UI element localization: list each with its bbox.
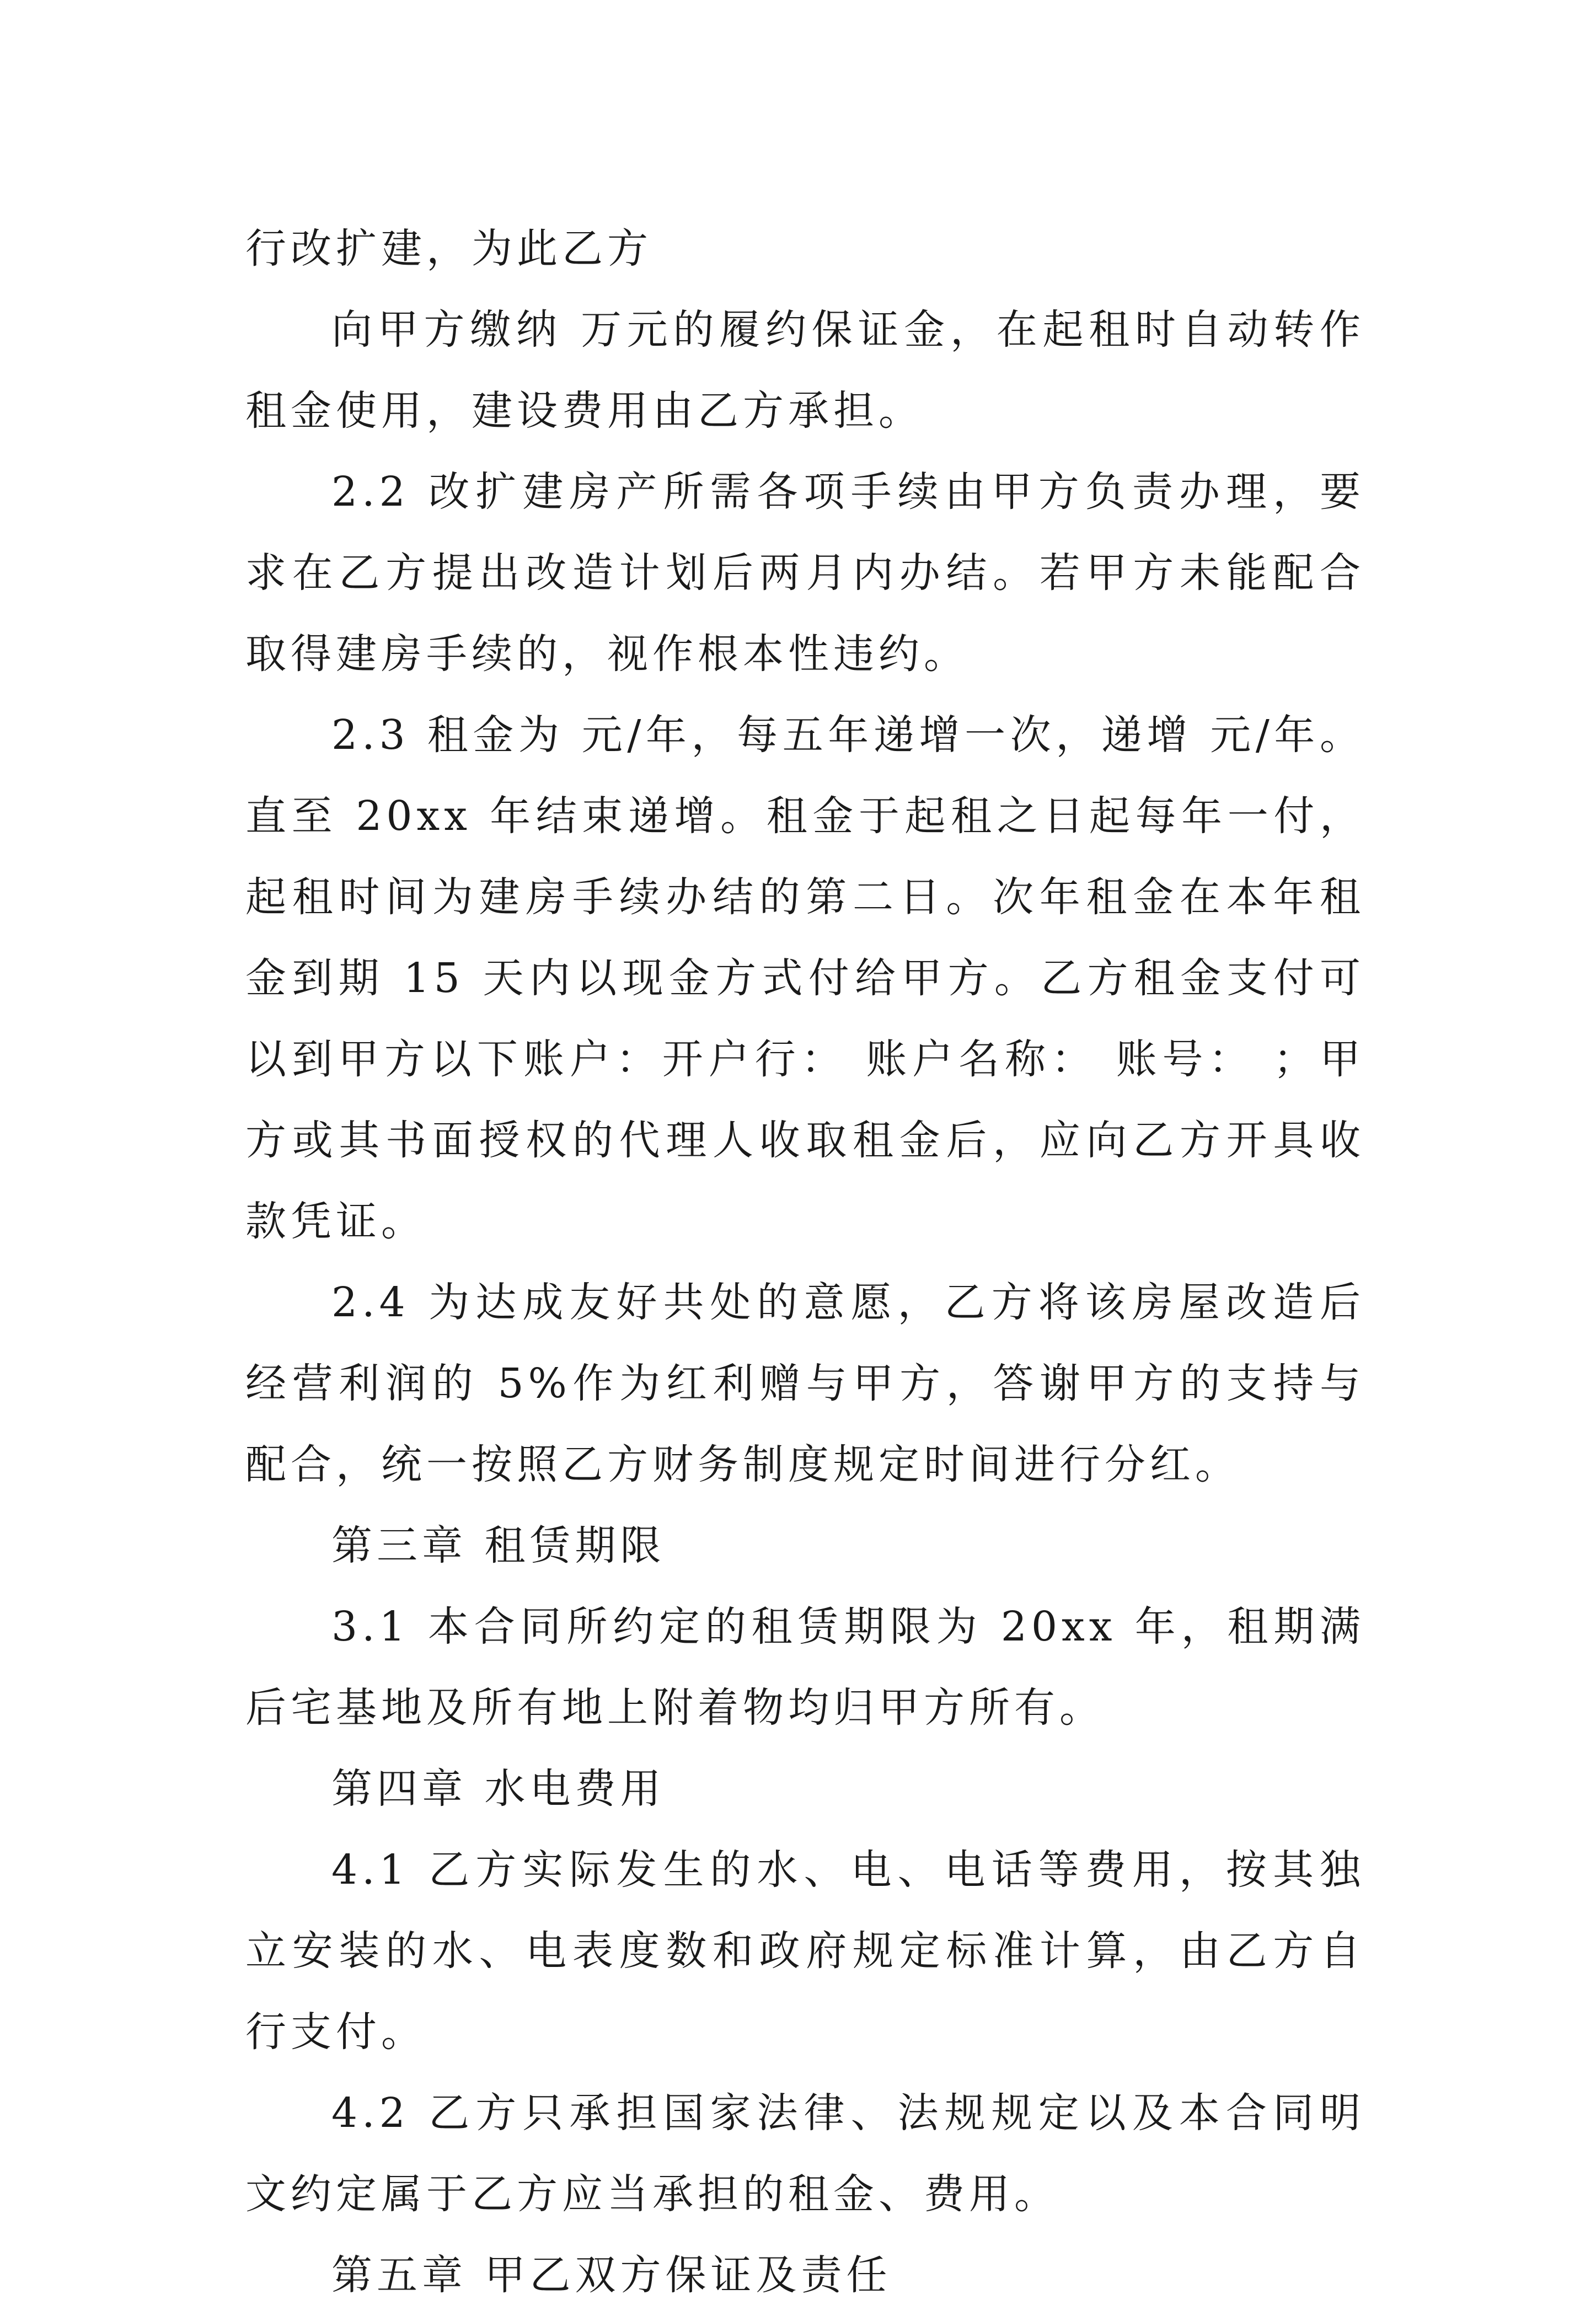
chapter-4-heading: 第四章 水电费用: [331, 1765, 666, 1813]
document-body: [245, 208, 1365, 2316]
clause-3-1: 3.1 本合同所约定的租赁期限为 20xx 年，租期满后宅基地及所有地上附着物均归甲方所有。: [245, 1603, 1365, 1731]
clause-2-4: 2.4 为达成友好共处的意愿，乙方将该房屋改造后经营利润的 5%作为红利赠与甲方，答谢甲方的支持与配合，统一按照乙方财务制度规定时间进行分红。: [245, 1279, 1365, 1488]
paragraph-deposit: 向甲方缴纳 万元的履约保证金，在起租时自动转作租金使用，建设费用由乙方承担。: [245, 306, 1365, 435]
paragraph-continuation: 行改扩建，为此乙方: [245, 225, 652, 272]
clause-4-1: 4.1 乙方实际发生的水、电、电话等费用，按其独立安装的水、电表度数和政府规定标准计算，由乙方自行支付。: [245, 1846, 1365, 2056]
chapter-5-heading: 第五章 甲乙双方保证及责任: [331, 2251, 892, 2299]
clause-2-3: 2.3 租金为 元/年，每五年递增一次，递增 元/年。直至 20xx 年结束递增。租金于起租之日起每年一付，起租时间为建房手续办结的第二日。次年租金在本年租金到期 15 天内以现金方式付给甲方。乙方租金支付可以到甲方以下账户：开户行： 账户名称： 账号： ；甲方或其书面授权的代理人收取租金后，应向乙方开具收款凭证。: [245, 711, 1365, 1245]
clause-2-2: 2.2 改扩建房产所需各项手续由甲方负责办理，要求在乙方提出改造计划后两月内办结。若甲方未能配合取得建房手续的，视作根本性违约。: [245, 468, 1365, 678]
chapter-3-heading: 第三章 租赁期限: [331, 1522, 666, 1569]
clause-4-2: 4.2 乙方只承担国家法律、法规规定以及本合同明文约定属于乙方应当承担的租金、费用。: [245, 2089, 1365, 2218]
